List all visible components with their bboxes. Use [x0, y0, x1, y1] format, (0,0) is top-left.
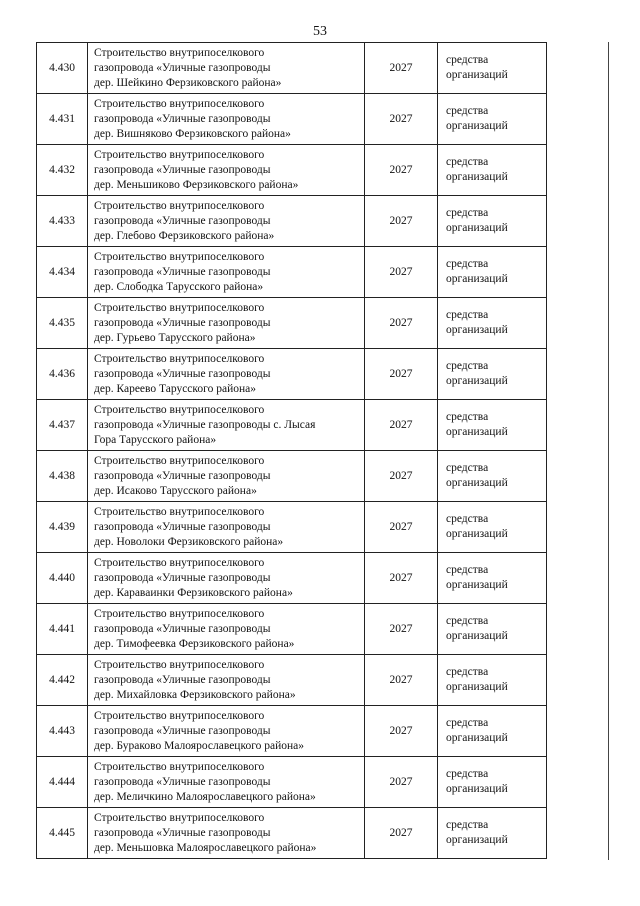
row-number: 4.438	[37, 451, 88, 502]
funding-source-line: организаций	[446, 426, 508, 438]
project-description	[88, 553, 365, 604]
description-line: дер. Гурьево Тарусского района»	[94, 331, 256, 344]
funding-source-line: организаций	[446, 528, 508, 540]
completion-year: 2027	[365, 706, 438, 757]
row-number: 4.432	[37, 145, 88, 196]
funding-source-line: организаций	[446, 222, 508, 234]
description-line: газопровода «Уличные газопроводы	[94, 367, 271, 380]
description-line: газопровода «Уличные газопроводы	[94, 265, 271, 278]
gas-pipeline-table	[36, 42, 547, 859]
description-line: газопровода «Уличные газопроводы	[94, 673, 271, 686]
table-row	[37, 553, 547, 604]
row-number: 4.445	[37, 808, 88, 859]
description-line: дер. Кареево Тарусского района»	[94, 382, 256, 395]
funding-source	[438, 349, 547, 400]
description-line: Строительство внутрипоселкового	[94, 46, 265, 59]
row-number: 4.436	[37, 349, 88, 400]
funding-source-line: средства	[446, 564, 489, 576]
completion-year: 2027	[365, 604, 438, 655]
description-line: газопровода «Уличные газопроводы	[94, 571, 271, 584]
project-description	[88, 706, 365, 757]
row-number: 4.433	[37, 196, 88, 247]
funding-source-line: средства	[446, 819, 489, 831]
table-row	[37, 247, 547, 298]
description-line: дер. Глебово Ферзиковского района»	[94, 229, 275, 242]
funding-source	[438, 757, 547, 808]
completion-year: 2027	[365, 247, 438, 298]
funding-source-line: средства	[446, 156, 489, 168]
project-description	[88, 502, 365, 553]
completion-year: 2027	[365, 655, 438, 706]
project-description	[88, 349, 365, 400]
funding-source	[438, 145, 547, 196]
completion-year: 2027	[365, 145, 438, 196]
table-row	[37, 451, 547, 502]
description-line: газопровода «Уличные газопроводы	[94, 61, 271, 74]
project-description	[88, 247, 365, 298]
row-number: 4.437	[37, 400, 88, 451]
description-line: Строительство внутрипоселкового	[94, 301, 265, 314]
row-number: 4.430	[37, 43, 88, 94]
description-line: газопровода «Уличные газопроводы	[94, 214, 271, 227]
funding-source-line: средства	[446, 258, 489, 270]
row-number: 4.441	[37, 604, 88, 655]
description-line: дер. Бураково Малоярославецкого района»	[94, 739, 305, 752]
project-description	[88, 808, 365, 859]
table-row	[37, 298, 547, 349]
row-number: 4.442	[37, 655, 88, 706]
description-line: дер. Меньшовка Малоярославецкого района»	[94, 841, 317, 854]
funding-source	[438, 553, 547, 604]
description-line: Строительство внутрипоселкового	[94, 607, 265, 620]
project-description	[88, 94, 365, 145]
description-line: Строительство внутрипоселкового	[94, 811, 265, 824]
funding-source-line: средства	[446, 462, 489, 474]
description-line: Строительство внутрипоселкового	[94, 709, 265, 722]
row-number: 4.444	[37, 757, 88, 808]
row-number: 4.431	[37, 94, 88, 145]
description-line: дер. Новолоки Ферзиковского района»	[94, 535, 284, 548]
funding-source	[438, 808, 547, 859]
table-row	[37, 655, 547, 706]
project-description	[88, 196, 365, 247]
table-body	[37, 43, 547, 859]
funding-source-line: организаций	[446, 69, 508, 81]
funding-source-line: средства	[446, 54, 489, 66]
description-line: Строительство внутрипоселкового	[94, 250, 265, 263]
completion-year: 2027	[365, 349, 438, 400]
description-line: дер. Слободка Тарусского района»	[94, 280, 264, 293]
description-line: дер. Михайловка Ферзиковского района»	[94, 688, 296, 701]
row-number: 4.443	[37, 706, 88, 757]
description-line: газопровода «Уличные газопроводы	[94, 520, 271, 533]
completion-year: 2027	[365, 400, 438, 451]
row-number: 4.439	[37, 502, 88, 553]
completion-year: 2027	[365, 298, 438, 349]
description-line: дер. Тимофеевка Ферзиковского района»	[94, 637, 295, 650]
funding-source-line: средства	[446, 360, 489, 372]
completion-year: 2027	[365, 451, 438, 502]
funding-source-line: средства	[446, 717, 489, 729]
table-row	[37, 604, 547, 655]
funding-source	[438, 706, 547, 757]
completion-year: 2027	[365, 808, 438, 859]
margin-rule	[608, 42, 609, 860]
project-description	[88, 43, 365, 94]
funding-source-line: организаций	[446, 579, 508, 591]
description-line: Строительство внутрипоселкового	[94, 454, 265, 467]
description-line: газопровода «Уличные газопроводы	[94, 622, 271, 635]
description-line: Строительство внутрипоселкового	[94, 148, 265, 161]
description-line: газопровода «Уличные газопроводы	[94, 826, 271, 839]
funding-source-line: организаций	[446, 273, 508, 285]
description-line: Строительство внутрипоселкового	[94, 199, 265, 212]
funding-source-line: средства	[446, 411, 489, 423]
funding-source	[438, 451, 547, 502]
funding-source-line: средства	[446, 207, 489, 219]
completion-year: 2027	[365, 553, 438, 604]
row-number: 4.440	[37, 553, 88, 604]
page-number: 53	[313, 24, 327, 39]
description-line: дер. Меличкино Малоярославецкого района»	[94, 790, 316, 803]
table-row	[37, 706, 547, 757]
completion-year: 2027	[365, 757, 438, 808]
funding-source-line: организаций	[446, 732, 508, 744]
funding-source-line: организаций	[446, 324, 508, 336]
description-line: Строительство внутрипоселкового	[94, 352, 265, 365]
description-line: Строительство внутрипоселкового	[94, 556, 265, 569]
row-number: 4.434	[37, 247, 88, 298]
description-line: Строительство внутрипоселкового	[94, 403, 265, 416]
project-description	[88, 400, 365, 451]
funding-source	[438, 196, 547, 247]
description-line: дер. Вишняково Ферзиковского района»	[94, 127, 291, 140]
description-line: Строительство внутрипоселкового	[94, 97, 265, 110]
table-row	[37, 196, 547, 247]
description-line: Строительство внутрипоселкового	[94, 760, 265, 773]
completion-year: 2027	[365, 196, 438, 247]
funding-source-line: организаций	[446, 171, 508, 183]
funding-source-line: средства	[446, 768, 489, 780]
description-line: дер. Караваинки Ферзиковского района»	[94, 586, 293, 599]
funding-source-line: средства	[446, 513, 489, 525]
description-line: дер. Шейкино Ферзиковского района»	[94, 76, 282, 89]
project-description	[88, 298, 365, 349]
funding-source-line: средства	[446, 309, 489, 321]
table-row	[37, 94, 547, 145]
project-description	[88, 655, 365, 706]
funding-source-line: организаций	[446, 834, 508, 846]
table-row	[37, 349, 547, 400]
description-line: газопровода «Уличные газопроводы	[94, 775, 271, 788]
funding-source-line: организаций	[446, 120, 508, 132]
funding-source-line: организаций	[446, 783, 508, 795]
funding-source	[438, 400, 547, 451]
funding-source	[438, 655, 547, 706]
description-line: газопровода «Уличные газопроводы	[94, 469, 271, 482]
table-row	[37, 145, 547, 196]
completion-year: 2027	[365, 43, 438, 94]
funding-source	[438, 298, 547, 349]
funding-source	[438, 94, 547, 145]
description-line: дер. Меньшиково Ферзиковского района»	[94, 178, 299, 191]
description-line: Гора Тарусского района»	[94, 433, 217, 446]
funding-source-line: организаций	[446, 630, 508, 642]
description-line: газопровода «Уличные газопроводы	[94, 112, 271, 125]
funding-source-line: организаций	[446, 681, 508, 693]
description-line: газопровода «Уличные газопроводы	[94, 316, 271, 329]
description-line: газопровода «Уличные газопроводы с. Лысая	[94, 418, 316, 431]
project-description	[88, 145, 365, 196]
completion-year: 2027	[365, 502, 438, 553]
project-description	[88, 757, 365, 808]
funding-source-line: средства	[446, 666, 489, 678]
table-row	[37, 400, 547, 451]
description-line: газопровода «Уличные газопроводы	[94, 163, 271, 176]
funding-source	[438, 502, 547, 553]
table-row	[37, 502, 547, 553]
row-number: 4.435	[37, 298, 88, 349]
completion-year: 2027	[365, 94, 438, 145]
funding-source	[438, 604, 547, 655]
table-row	[37, 43, 547, 94]
funding-source-line: средства	[446, 615, 489, 627]
funding-source-line: организаций	[446, 477, 508, 489]
description-line: дер. Исаково Тарусского района»	[94, 484, 257, 497]
description-line: Строительство внутрипоселкового	[94, 658, 265, 671]
funding-source-line: средства	[446, 105, 489, 117]
funding-source	[438, 43, 547, 94]
funding-source-line: организаций	[446, 375, 508, 387]
table-row	[37, 808, 547, 859]
table-row	[37, 757, 547, 808]
description-line: газопровода «Уличные газопроводы	[94, 724, 271, 737]
project-description	[88, 604, 365, 655]
project-description	[88, 451, 365, 502]
description-line: Строительство внутрипоселкового	[94, 505, 265, 518]
funding-source	[438, 247, 547, 298]
